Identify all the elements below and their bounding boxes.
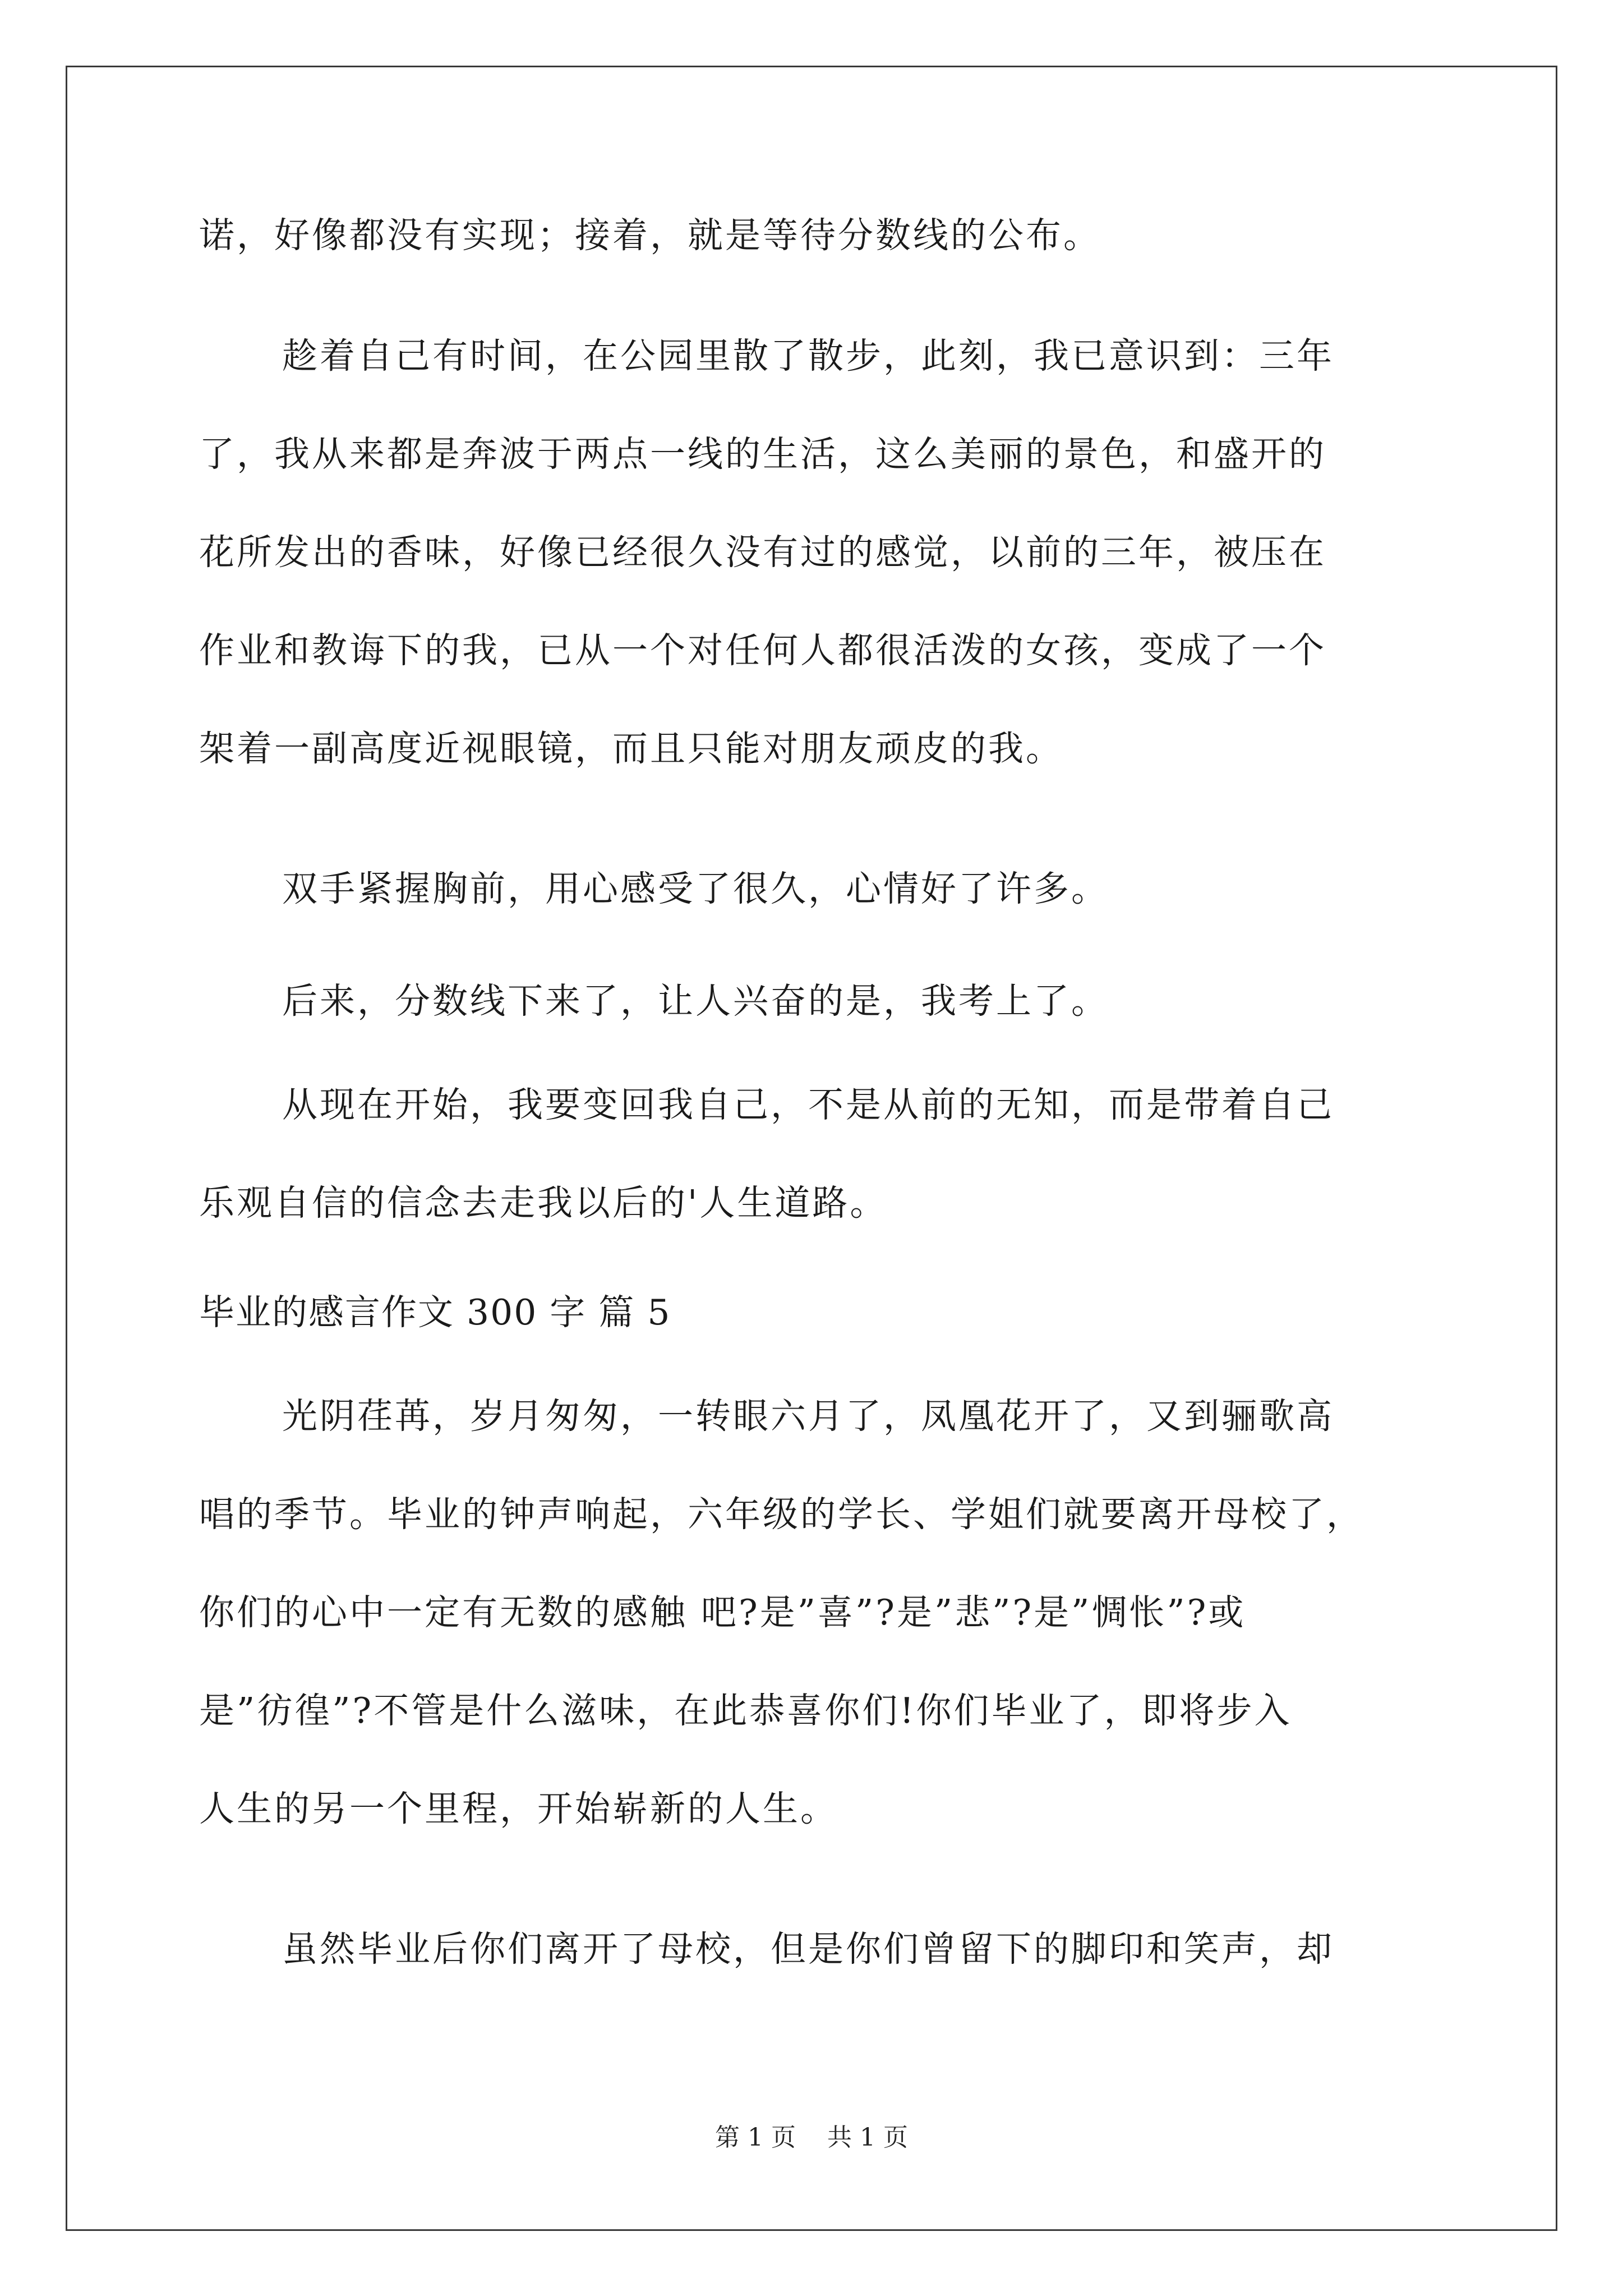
text-line: 唱的季节。毕业的钟声响起，六年级的学长、学姐们就要离开母校了， — [199, 1494, 1364, 1535]
text-line: 是”彷徨”?不管是什么滋味，在此恭喜你们!你们毕业了，即将步入 — [199, 1690, 1292, 1731]
paragraph-first-line: 从现在开始，我要变回我自己，不是从前的无知，而是带着自己 — [282, 1084, 1334, 1125]
page-number-total: 共 1 页 — [827, 2123, 908, 2152]
text-line: 架着一副高度近视眼镜，而且只能对朋友顽皮的我。 — [199, 728, 1063, 769]
page-border — [66, 66, 1557, 2231]
text-line: 作业和教诲下的我，已从一个对任何人都很活泼的女孩，变成了一个 — [199, 630, 1326, 671]
page-number-current: 第 1 页 — [715, 2123, 796, 2152]
text-line: 乐观自信的信念去走我以后的'人生道路。 — [199, 1182, 888, 1223]
text-line: 诺，好像都没有实现；接着，就是等待分数线的公布。 — [199, 215, 1101, 256]
paragraph-first-line: 光阴荏苒，岁月匆匆，一转眼六月了，凤凰花开了，又到骊歌高 — [282, 1396, 1334, 1437]
paragraph-first-line: 虽然毕业后你们离开了母校，但是你们曾留下的脚印和笑声，却 — [282, 1929, 1334, 1970]
text-line: 了，我从来都是奔波于两点一线的生活，这么美丽的景色，和盛开的 — [199, 434, 1326, 475]
paragraph-first-line: 双手紧握胸前，用心感受了很久，心情好了许多。 — [282, 868, 1109, 909]
paragraph-first-line: 趁着自己有时间，在公园里散了散步，此刻，我已意识到：三年 — [282, 335, 1334, 376]
page-footer — [0, 2122, 1623, 2154]
text-line: 花所发出的香味，好像已经很久没有过的感觉，以前的三年，被压在 — [199, 532, 1326, 573]
text-line: 人生的另一个里程，开始崭新的人生。 — [199, 1788, 838, 1829]
paragraph-first-line: 后来，分数线下来了，让人兴奋的是，我考上了。 — [282, 981, 1109, 1022]
text-line: 你们的心中一定有无数的感触 吧?是”喜”?是”悲”?是”惆怅”?或 — [199, 1592, 1246, 1633]
section-heading: 毕业的感言作文 300 字 篇 5 — [199, 1292, 671, 1333]
